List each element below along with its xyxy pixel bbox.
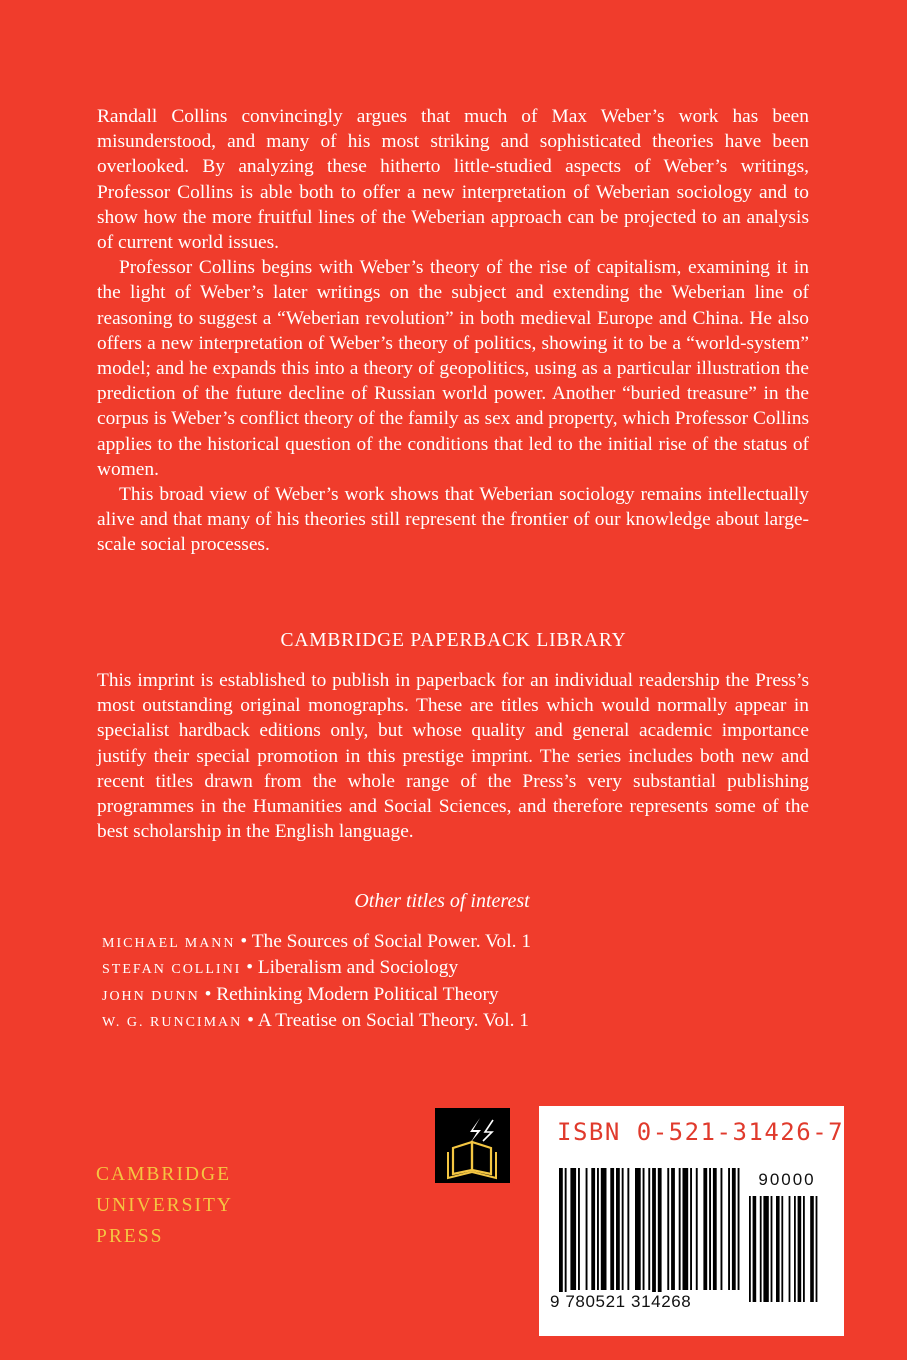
barcode-bar xyxy=(732,1168,736,1290)
title-author: MICHAEL MANN xyxy=(102,936,236,951)
barcode-bar xyxy=(803,1196,805,1302)
barcode-bar xyxy=(679,1168,681,1290)
barcode-bar xyxy=(565,1168,567,1308)
title-name: The Sources of Social Power. Vol. 1 xyxy=(251,931,532,952)
barcode-bar xyxy=(591,1168,595,1290)
barcode-bar xyxy=(570,1168,576,1290)
blurb-paragraph-3: This broad view of Weber’s work shows that Weberian sociology remains intellectually alive and that many of his theories still represent the frontier of our knowledge about large-scale social processes. xyxy=(97,484,809,556)
other-titles-list xyxy=(102,930,802,1036)
title-name: A Treatise on Social Theory. Vol. 1 xyxy=(257,1010,529,1032)
title-author: STEFAN COLLINI xyxy=(102,962,242,978)
barcode-bar xyxy=(816,1196,818,1302)
barcode-bar xyxy=(601,1168,607,1290)
barcode-bar xyxy=(610,1168,614,1290)
list-item: MICHAEL MANN • The Sources of Social Power. Vol. 1 xyxy=(102,931,532,952)
series-description: This imprint is established to publish in paperback for an individual readership the Press’s most outstanding original monographs. These are titles which would normally appear in specialist hardback editions only, but whose quality and general academic importance justify their special promotion in this prestige imprint. The series includes both new and recent titles drawn from the whole range of the Press’s very substantial publishing programmes in the Humanities and Social Sciences, and therefore represents some of the best scholarship in the English language. xyxy=(97,670,809,843)
barcode-bar xyxy=(794,1196,796,1302)
barcode-bar xyxy=(749,1196,751,1302)
barcode-bar xyxy=(798,1196,802,1302)
barcode-bar xyxy=(781,1196,783,1302)
barcode-bar xyxy=(627,1168,629,1290)
barcode-bar xyxy=(738,1168,740,1290)
barcode-bar xyxy=(703,1168,707,1290)
list-item: W. G. RUNCIMAN • A Treatise on Social Theory. Vol. 1 xyxy=(102,1010,529,1032)
barcode-bar xyxy=(658,1168,662,1308)
title-author: JOHN DUNN xyxy=(102,988,200,1004)
barcode-bar xyxy=(652,1168,656,1308)
barcode-bar xyxy=(690,1168,692,1290)
barcode-bar xyxy=(763,1196,768,1302)
blurb-paragraph-1: Randall Collins convincingly argues that much of Max Weber’s work has been misunderstood, and many of his most striking and sophisticated theories have been overlooked. By analyzing these hitherto little-studied aspects of Weber’s writings, Professor Collins is able both to offer a new interpretation of Weberian sociology and to show how the more fruitful lines of the Weberian approach can be projected to an analysis of current world issues. xyxy=(97,106,809,254)
isbn-number: ISBN 0-521-31426-7 xyxy=(557,1118,845,1146)
barcode-bar xyxy=(771,1196,773,1302)
barcode-bar xyxy=(635,1168,641,1290)
title-author: W. G. RUNCIMAN xyxy=(102,1015,243,1031)
barcode-bar xyxy=(728,1168,730,1290)
barcode-label xyxy=(539,1106,844,1336)
publisher-line: UNIVERSITY xyxy=(96,1195,233,1216)
publisher-imprint xyxy=(96,1159,233,1252)
series-heading: CAMBRIDGE PAPERBACK LIBRARY xyxy=(280,630,627,651)
barcode-bar xyxy=(709,1168,711,1290)
barcode-bar xyxy=(810,1196,814,1302)
title-name: Liberalism and Sociology xyxy=(257,957,459,979)
barcode-bar xyxy=(683,1168,689,1290)
barcode-bar xyxy=(667,1168,669,1290)
list-item: STEFAN COLLINI • Liberalism and Sociology xyxy=(102,957,459,979)
barcode-bar xyxy=(648,1168,650,1290)
barcode-bar xyxy=(643,1168,645,1290)
barcode-bar xyxy=(696,1168,698,1290)
other-titles-heading: Other titles of interest xyxy=(354,890,530,912)
price-code: 90000 xyxy=(758,1170,816,1189)
list-item: JOHN DUNN • Rethinking Modern Political Theory xyxy=(102,983,499,1005)
barcode-bar xyxy=(721,1168,723,1290)
barcode-bar xyxy=(713,1168,717,1290)
barcode-bar xyxy=(559,1168,563,1308)
barcode-bar xyxy=(622,1168,624,1290)
barcode-bar xyxy=(776,1196,780,1302)
barcode-bar xyxy=(586,1168,588,1290)
blurb-paragraph-2: Professor Collins begins with Weber’s theory of the rise of capitalism, examining it in the light of Weber’s later writings on the subject and extending the Weberian line of reasoning to suggest a “Weberian revolution” in both medieval Europe and China. He also offers a new interpretation of Weber’s theory of politics, showing it to be a “world-system” model; and he expands this into a theory of geopolitics, using as a particular illustration the prediction of the future decline of Russian world power. Another “buried treasure” in the corpus is Weber’s conflict theory of the family as sex and property, which Professor Collins applies to the historical question of the conditions that led to the initial rise of the status of women. xyxy=(97,257,809,480)
open-book-with-lightning-icon xyxy=(435,1108,510,1183)
barcode-bar xyxy=(671,1168,675,1290)
barcode-bar xyxy=(578,1168,580,1290)
back-cover-blurb xyxy=(97,104,809,558)
barcode-bar xyxy=(753,1196,757,1302)
ean-digits: 9 780521 314268 xyxy=(550,1292,692,1311)
barcode-bar xyxy=(616,1168,620,1290)
publisher-line: CAMBRIDGE xyxy=(96,1164,232,1185)
publisher-line: PRESS xyxy=(96,1226,164,1247)
barcode-bar xyxy=(760,1196,762,1302)
barcode-bar xyxy=(789,1196,791,1302)
title-name: Rethinking Modern Political Theory xyxy=(216,983,499,1005)
barcode-bar xyxy=(597,1168,599,1290)
